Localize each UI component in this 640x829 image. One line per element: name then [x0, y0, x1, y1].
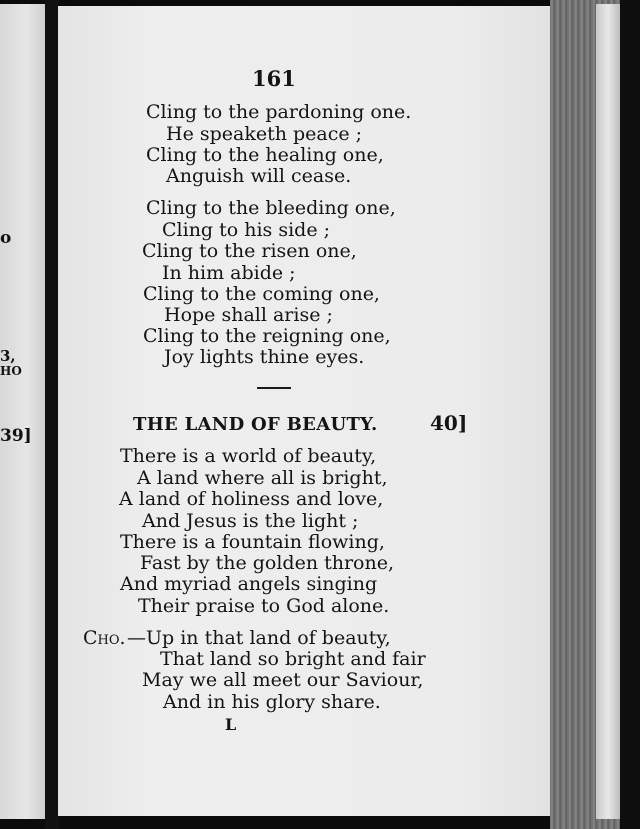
verse-line: A land of holiness and love, [119, 488, 384, 510]
hymn-number: 40] [430, 411, 468, 435]
left-page-edge [0, 4, 45, 819]
section-divider [257, 387, 291, 389]
verse-line: And Jesus is the light ; [142, 510, 359, 532]
verse-line: Cling to his side ; [162, 219, 331, 241]
hymn-title: THE LAND OF BEAUTY. [133, 414, 378, 435]
verse-line: Cling to the pardoning one. [146, 101, 412, 123]
chorus-line: May we all meet our Saviour, [142, 669, 424, 691]
verse-line: Anguish will cease. [166, 165, 352, 187]
verse-line: A land where all is bright, [137, 467, 388, 489]
page-number: 161 [252, 66, 296, 91]
left-page-fragment: 39] [0, 426, 32, 446]
signature-mark: L [225, 715, 237, 734]
left-page-fragment: 3, [0, 347, 16, 365]
left-page-fragment: HO [0, 364, 22, 378]
left-page-fragment: o [0, 228, 12, 248]
verse-line: He speaketh peace ; [166, 123, 363, 145]
chorus-line: —Up in that land of beauty, [127, 627, 391, 649]
cover-shadow [620, 0, 640, 829]
page-edges [550, 0, 640, 829]
verse-line: Cling to the reigning one, [143, 325, 391, 347]
verse-line: In him abide ; [162, 262, 296, 284]
verse-line: Cling to the risen one, [142, 240, 357, 262]
verse-line: Hope shall arise ; [164, 304, 333, 326]
chorus-label: Cho. [83, 627, 126, 649]
verse-line: There is a fountain flowing, [120, 531, 385, 553]
flyleaf [596, 4, 620, 819]
verse-line: There is a world of beauty, [120, 445, 377, 467]
chorus-line: And in his glory share. [163, 691, 381, 713]
book-gutter [45, 0, 59, 829]
verse-line: And myriad angels singing [120, 573, 378, 595]
verse-line: Cling to the coming one, [143, 283, 380, 305]
verse-line: Cling to the bleeding one, [146, 197, 396, 219]
verse-line: Their praise to God alone. [138, 595, 390, 617]
verse-line: Joy lights thine eyes. [164, 346, 365, 368]
verse-line: Cling to the healing one, [146, 144, 384, 166]
chorus-line: That land so bright and fair [160, 648, 426, 670]
verse-line: Fast by the golden throne, [140, 552, 395, 574]
